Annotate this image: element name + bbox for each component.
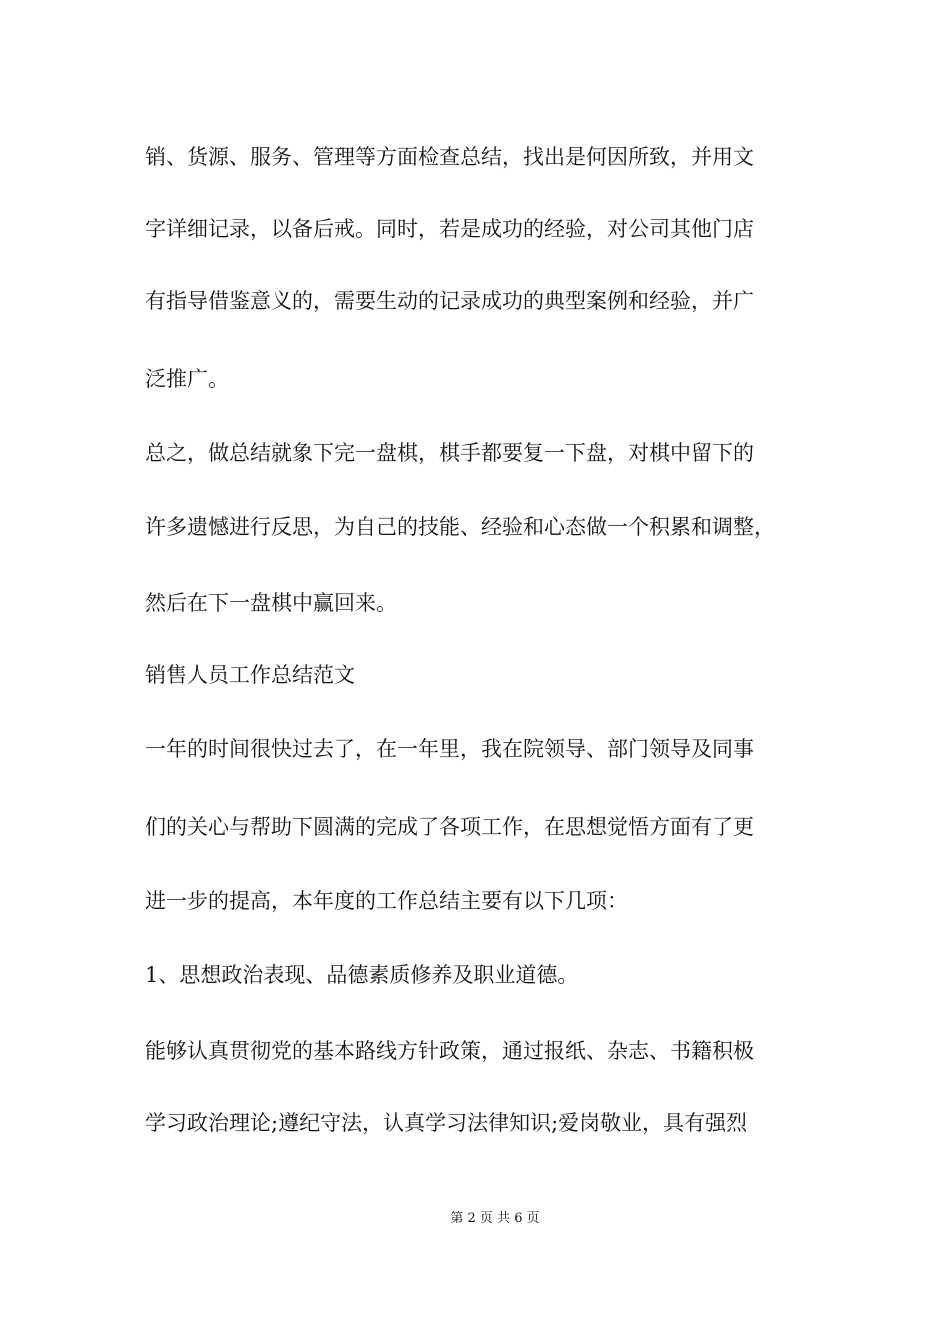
page-number-footer: 第 2 页 共 6 页 [450,1211,540,1226]
list-item-heading: 1、思想政治表现、品德素质修养及职业道德。 [145,963,579,987]
text-line: 进一步的提高，本年度的工作总结主要有以下几项： [145,889,628,913]
text-line: 泛推广。 [145,367,229,391]
text-line: 然后在下一盘棋中赢回来。 [145,591,397,615]
text-line: 能够认真贯彻党的基本路线方针政策，通过报纸、杂志、书籍积极 [145,1039,754,1063]
text-line: 总之，做总结就象下完一盘棋，棋手都要复一下盘，对棋中留下的 [145,441,754,465]
text-line: 们的关心与帮助下圆满的完成了各项工作，在思想觉悟方面有了更 [145,815,754,839]
text-line: 销、货源、服务、管理等方面检查总结，找出是何因所致，并用文 [145,145,754,169]
text-line: 有指导借鉴意义的，需要生动的记录成功的典型案例和经验，并广 [145,289,754,313]
text-line: 字详细记录，以备后戒。同时，若是成功的经验，对公司其他门店 [145,217,754,241]
text-line: 学习政治理论;遵纪守法，认真学习法律知识;爱岗敬业，具有强烈 [145,1111,748,1135]
text-line: 许多遗憾进行反思，为自己的技能、经验和心态做一个积累和调整， [145,515,775,539]
text-line: 一年的时间很快过去了，在一年里，我在院领导、部门领导及同事 [145,737,754,761]
section-heading: 销售人员工作总结范文 [145,663,355,687]
